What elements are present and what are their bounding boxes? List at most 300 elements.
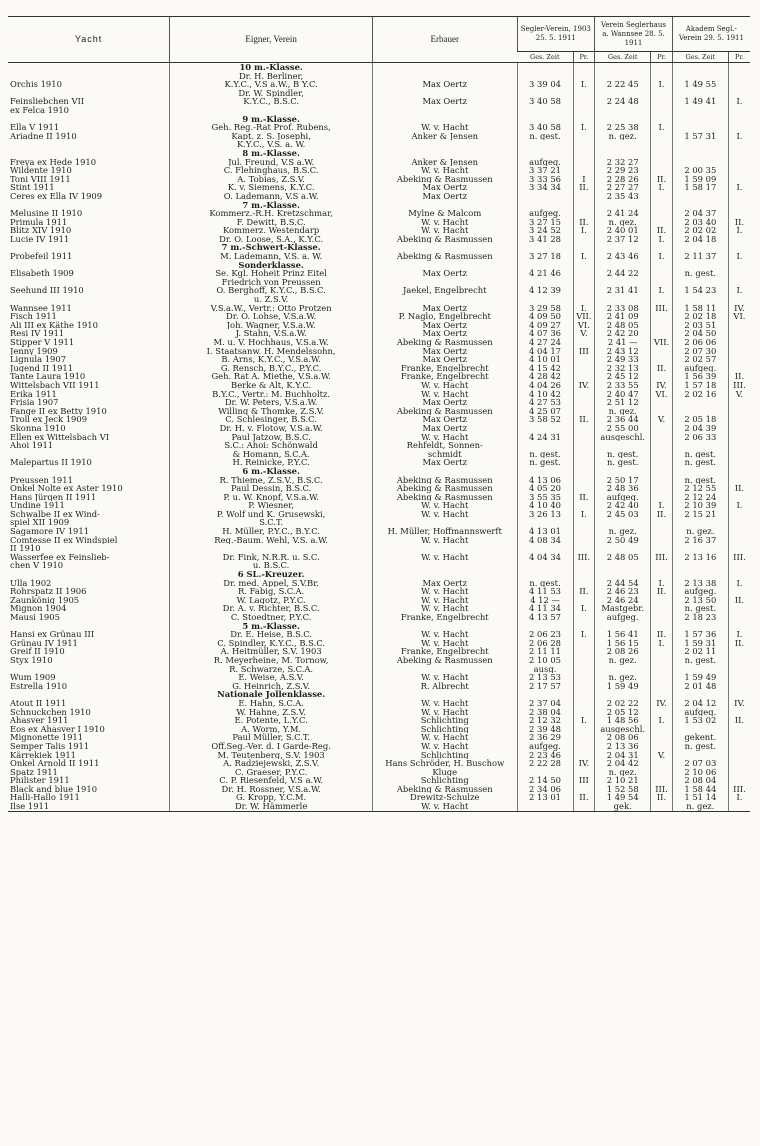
- owner-cell: u. B.S.C.: [170, 561, 373, 570]
- empty-cell: [672, 261, 728, 270]
- time-cell-club-3: aufgeg.: [672, 364, 728, 373]
- time-cell-club-1: aufgeg.: [517, 209, 573, 218]
- builder-cell: Max Oertz: [373, 80, 518, 89]
- yacht-name-cell: Orchis 1910: [10, 80, 62, 89]
- builder-cell: W. v. Hacht: [373, 733, 518, 742]
- prize-cell-club-3: [728, 604, 750, 613]
- time-cell-club-1: 4 25 07: [517, 407, 573, 416]
- prize-cell-club-3: [728, 166, 750, 175]
- time-cell-club-3: 1 57 36: [672, 630, 728, 639]
- prize-cell-club-1: [573, 458, 595, 467]
- prize-cell-club-1: [573, 501, 595, 510]
- empty-cell: [8, 690, 170, 699]
- owner-cell: A. Tobias, Z.S.V.: [170, 175, 373, 184]
- table-row: [8, 80, 750, 89]
- owner-cell: C. Graeser, P.Y.C.: [170, 768, 373, 777]
- time-cell-club-2: 2 36 44: [595, 415, 651, 424]
- owner-cell: A. Worm, Y.M.: [170, 725, 373, 734]
- prize-cell-club-1: I.: [573, 304, 595, 313]
- yacht-name-cell: [8, 450, 170, 459]
- prize-cell-club-2: [651, 441, 673, 450]
- empty-cell: [672, 115, 728, 124]
- builder-cell: W. v. Hacht: [373, 587, 518, 596]
- time-cell-club-3: gekent.: [672, 733, 728, 742]
- empty-cell: [517, 467, 573, 476]
- empty-cell: [573, 261, 595, 270]
- yacht-name-cell: Preussen 1911: [10, 475, 73, 485]
- prize-cell-club-3: [728, 140, 750, 149]
- time-cell-club-2: [595, 72, 651, 81]
- builder-cell: Franke, Engelbrecht: [373, 372, 518, 381]
- prize-cell-club-2: [651, 518, 673, 527]
- time-cell-club-3: 1 56 39: [672, 372, 728, 381]
- builder-cell: Max Oertz: [373, 579, 518, 588]
- prize-cell-club-3: [728, 321, 750, 330]
- table-row: [8, 329, 750, 338]
- table-row: [8, 587, 750, 596]
- prize-cell-club-1: [573, 338, 595, 347]
- table-row: [8, 286, 750, 295]
- prize-cell-club-3: III.: [728, 785, 750, 794]
- prize-cell-club-3: [728, 527, 750, 536]
- builder-cell: Anker & Jensen: [373, 132, 518, 141]
- builder-cell: Franke, Engelbrecht: [373, 613, 518, 622]
- empty-cell: [672, 149, 728, 158]
- empty-cell: [651, 201, 673, 210]
- owner-cell: M. Teutenberg, S.V. 1903: [170, 751, 373, 760]
- yacht-name-cell: Ceres ex Ella IV 1909: [10, 191, 103, 201]
- empty-cell: [8, 261, 170, 270]
- builder-cell: [373, 295, 518, 304]
- owner-cell: Kommerz. Westendarp: [170, 226, 373, 235]
- prize-cell-club-3: III.: [728, 381, 750, 390]
- prize-cell-club-3: [728, 72, 750, 81]
- prize-cell-club-2: [651, 527, 673, 536]
- builder-cell: W. v. Hacht: [373, 226, 518, 235]
- prize-cell-club-3: [728, 441, 750, 450]
- prize-cell-club-2: [651, 604, 673, 613]
- table-row: [8, 776, 750, 785]
- builder-cell: W. v. Hacht: [373, 639, 518, 648]
- prize-cell-club-1: I.: [573, 123, 595, 132]
- empty-cell: [728, 149, 750, 158]
- time-cell-club-1: [517, 768, 573, 777]
- prize-cell-club-1: [573, 802, 595, 811]
- empty-cell: [8, 201, 170, 210]
- yacht-name-cell: Sagamore IV 1911: [10, 527, 90, 536]
- owner-cell: G. Heinrich, Z.S.V.: [170, 682, 373, 691]
- time-cell-club-3: 2 04 37: [672, 209, 728, 218]
- time-cell-club-1: 3 40 58: [517, 97, 573, 106]
- time-cell-club-1: 4 21 46: [517, 269, 573, 278]
- time-cell-club-1: 3 40 58: [517, 123, 573, 132]
- builder-cell: Abeking & Rasmussen: [373, 235, 518, 244]
- prize-cell-club-1: I.: [573, 716, 595, 725]
- builder-cell: W. v. Hacht: [373, 699, 518, 708]
- yacht-name-cell: Wittelsbach VII 1911: [10, 380, 100, 390]
- time-cell-club-3: 2 16 37: [672, 536, 728, 545]
- owner-cell: K.Y.C., B.S.C.: [170, 97, 373, 106]
- time-cell-club-1: 4 07 36: [517, 329, 573, 338]
- prize-cell-club-3: [728, 673, 750, 682]
- builder-cell: Max Oertz: [373, 192, 518, 201]
- time-cell-club-3: aufgeg.: [672, 708, 728, 717]
- empty-cell: [651, 690, 673, 699]
- time-cell-club-2: [595, 140, 651, 149]
- prize-cell-club-1: [573, 398, 595, 407]
- owner-cell: O. Lademann, V.S a.W.: [170, 192, 373, 201]
- time-cell-club-1: 3 29 58: [517, 304, 573, 313]
- table-row: [8, 630, 750, 639]
- table-row: [8, 89, 750, 98]
- table-row: [8, 673, 750, 682]
- time-cell-club-2: 2 51 12: [595, 398, 651, 407]
- prize-cell-club-1: [573, 132, 595, 141]
- owner-cell: F. Dewitt, B.S.C.: [170, 218, 373, 227]
- time-cell-club-3: 2 06 33: [672, 433, 728, 442]
- yacht-name-cell: Lucie IV 1911: [10, 234, 70, 244]
- yacht-name-cell: Wasserfee ex Feinslieb-: [10, 552, 110, 562]
- owner-cell: Dr. H. v. Flotow, V.S.a.W.: [170, 424, 373, 433]
- time-cell-club-2: [595, 665, 651, 674]
- subheader-time-1: Ges. Zeit: [517, 52, 573, 63]
- builder-cell: W. v. Hacht: [373, 673, 518, 682]
- owner-cell: S.C.T.: [170, 518, 373, 527]
- owner-cell: Dr. med. Appel, S.V.Br.: [170, 579, 373, 588]
- time-cell-club-2: 2 22 45: [595, 80, 651, 89]
- time-cell-club-3: 1 57 18: [672, 381, 728, 390]
- prize-cell-club-2: III.: [651, 304, 673, 313]
- owner-cell: Paul Jatzow, B.S.C.: [170, 433, 373, 442]
- prize-cell-club-1: [573, 441, 595, 450]
- time-cell-club-3: [672, 561, 728, 570]
- owner-cell: W. Lagotz, P.Y.C.: [170, 596, 373, 605]
- prize-cell-club-1: II.: [573, 587, 595, 596]
- builder-cell: Abeking & Rasmussen: [373, 493, 518, 502]
- time-cell-club-1: 2 37 04: [517, 699, 573, 708]
- yacht-name-cell: Toni VIII 1911: [10, 174, 71, 184]
- prize-cell-club-3: IV.: [728, 699, 750, 708]
- prize-cell-club-3: [728, 106, 750, 115]
- prize-cell-club-1: [573, 97, 595, 106]
- prize-cell-club-1: [573, 725, 595, 734]
- empty-cell: [573, 149, 595, 158]
- time-cell-club-1: 2 06 23: [517, 630, 573, 639]
- yacht-name-cell: Ahoi 1911: [10, 441, 54, 450]
- time-cell-club-3: 2 07 03: [672, 759, 728, 768]
- subheader-prize-1: Pr.: [573, 52, 595, 63]
- prize-cell-club-2: I.: [651, 123, 673, 132]
- owner-cell: R. Fabig, S.C.A.: [170, 587, 373, 596]
- time-cell-club-1: 2 06 28: [517, 639, 573, 648]
- class-heading: 8 m.-Klasse.: [170, 149, 373, 158]
- table-row: [8, 433, 750, 442]
- owner-cell: R. Meyerheine, M. Tornow,: [170, 656, 373, 665]
- table-row: [8, 183, 750, 192]
- time-cell-club-1: 3 58 52: [517, 415, 573, 424]
- prize-cell-club-3: VI.: [728, 312, 750, 321]
- table-row: [8, 656, 750, 665]
- prize-cell-club-1: [573, 158, 595, 167]
- prize-cell-club-3: [728, 510, 750, 519]
- empty-cell: [373, 467, 518, 476]
- time-cell-club-2: n. gest.: [595, 450, 651, 459]
- prize-cell-club-3: I.: [728, 579, 750, 588]
- prize-cell-club-1: VI.: [573, 321, 595, 330]
- time-cell-club-3: n. gez.: [672, 527, 728, 536]
- prize-cell-club-1: [573, 613, 595, 622]
- empty-cell: [373, 622, 518, 631]
- empty-cell: [672, 622, 728, 631]
- time-cell-club-1: n. gest.: [517, 458, 573, 467]
- yacht-name-cell: Estrella 1910: [10, 681, 68, 691]
- time-cell-club-1: 4 11 34: [517, 604, 573, 613]
- yacht-name-cell: Jenny 1909: [10, 346, 58, 356]
- time-cell-club-2: 2 25 38: [595, 123, 651, 132]
- empty-cell: [373, 570, 518, 579]
- column-header-club-3: Akadem Segl.-Verein 29. 5. 1911: [672, 17, 750, 52]
- time-cell-club-1: 4 04 34: [517, 553, 573, 562]
- empty-cell: [373, 261, 518, 270]
- class-heading: Sonderklasse.: [170, 261, 373, 270]
- prize-cell-club-3: II.: [728, 639, 750, 648]
- yacht-name-cell: [8, 140, 170, 149]
- prize-cell-club-3: [728, 338, 750, 347]
- table-row: [8, 699, 750, 708]
- yacht-name-cell: chen V 1910: [10, 561, 64, 571]
- table-row: [8, 450, 750, 459]
- prize-cell-club-2: [651, 484, 673, 493]
- prize-cell-club-1: [573, 561, 595, 570]
- prize-cell-club-2: [651, 613, 673, 622]
- prize-cell-club-2: [651, 656, 673, 665]
- time-cell-club-3: 1 58 44: [672, 785, 728, 794]
- empty-cell: [728, 201, 750, 210]
- builder-cell: W. v. Hacht: [373, 390, 518, 399]
- time-cell-club-1: [517, 544, 573, 553]
- prize-cell-club-3: [728, 433, 750, 442]
- prize-cell-club-2: [651, 458, 673, 467]
- time-cell-club-3: 2 03 51: [672, 321, 728, 330]
- table-row: [8, 716, 750, 725]
- builder-cell: Abeking & Rasmussen: [373, 785, 518, 794]
- empty-cell: [728, 63, 750, 72]
- prize-cell-club-3: [728, 733, 750, 742]
- time-cell-club-3: 2 18 23: [672, 613, 728, 622]
- class-heading-row: [8, 63, 750, 72]
- owner-cell: [170, 544, 373, 553]
- builder-cell: [373, 89, 518, 98]
- prize-cell-club-1: [573, 140, 595, 149]
- time-cell-club-3: 2 12 55: [672, 484, 728, 493]
- empty-cell: [651, 243, 673, 252]
- prize-cell-club-1: III: [573, 776, 595, 785]
- time-cell-club-2: 1 56 41: [595, 630, 651, 639]
- owner-cell: B. Arns, K.Y.C., V.S.a.W.: [170, 355, 373, 364]
- time-cell-club-1: 4 09 27: [517, 321, 573, 330]
- owner-cell: P. u. W. Knopf, V.S.a.W.: [170, 493, 373, 502]
- prize-cell-club-3: [728, 708, 750, 717]
- prize-cell-club-2: [651, 140, 673, 149]
- empty-cell: [8, 467, 170, 476]
- time-cell-club-2: 1 56 15: [595, 639, 651, 648]
- time-cell-club-1: 2 22 28: [517, 759, 573, 768]
- prize-cell-club-3: [728, 269, 750, 278]
- prize-cell-club-3: [728, 209, 750, 218]
- yacht-name-cell: Seehund III 1910: [10, 286, 84, 296]
- prize-cell-club-1: [573, 733, 595, 742]
- table-row: [8, 561, 750, 570]
- time-cell-club-2: 2 08 26: [595, 647, 651, 656]
- time-cell-club-3: 2 00 35: [672, 166, 728, 175]
- prize-cell-club-3: [728, 123, 750, 132]
- empty-cell: [373, 115, 518, 124]
- builder-cell: Hans Schröder, H. Buschow: [373, 759, 518, 768]
- prize-cell-club-3: II.: [728, 596, 750, 605]
- owner-cell: Dr. A. v. Richter, B.S.C.: [170, 604, 373, 613]
- time-cell-club-1: 4 27 24: [517, 338, 573, 347]
- yacht-name-cell: II 1910: [10, 544, 41, 553]
- prize-cell-club-1: [573, 708, 595, 717]
- prize-cell-club-2: [651, 776, 673, 785]
- prize-cell-club-3: [728, 89, 750, 98]
- builder-cell: W. v. Hacht: [373, 553, 518, 562]
- owner-cell: Willing & Thomke, Z.S.V.: [170, 407, 373, 416]
- time-cell-club-2: 2 49 33: [595, 355, 651, 364]
- table-row: [8, 252, 750, 261]
- time-cell-club-2: n. gez.: [595, 218, 651, 227]
- prize-cell-club-3: [728, 656, 750, 665]
- empty-cell: [728, 243, 750, 252]
- class-heading: 6 m.-Klasse.: [170, 467, 373, 476]
- time-cell-club-3: [672, 407, 728, 416]
- owner-cell: Dr. Fink, N.R.R. u. S.C.: [170, 553, 373, 562]
- time-cell-club-1: 3 27 15: [517, 218, 573, 227]
- time-cell-club-3: 2 10 39: [672, 501, 728, 510]
- empty-cell: [651, 149, 673, 158]
- time-cell-club-3: 2 08 04: [672, 776, 728, 785]
- time-cell-club-2: 2 35 43: [595, 192, 651, 201]
- yacht-name-cell: Ariadne II 1910: [10, 131, 77, 141]
- builder-cell: Max Oertz: [373, 304, 518, 313]
- time-cell-club-3: [672, 106, 728, 115]
- table-row: [8, 484, 750, 493]
- prize-cell-club-3: [728, 725, 750, 734]
- time-cell-club-3: [672, 544, 728, 553]
- yacht-name-cell: Fisch 1911: [10, 312, 57, 321]
- builder-cell: Max Oertz: [373, 458, 518, 467]
- class-heading-row: [8, 243, 750, 252]
- prize-cell-club-2: II.: [651, 226, 673, 235]
- class-heading-row: [8, 115, 750, 124]
- yacht-name-cell: Jugend II 1911: [10, 363, 74, 373]
- table-row: [8, 785, 750, 794]
- table-row: [8, 269, 750, 278]
- time-cell-club-3: [672, 72, 728, 81]
- time-cell-club-2: 2 42 40: [595, 501, 651, 510]
- builder-cell: P. Naglo, Engelbrecht: [373, 312, 518, 321]
- empty-cell: [595, 570, 651, 579]
- prize-cell-club-3: [728, 235, 750, 244]
- yacht-name-cell: Hansi ex Grünau III: [10, 630, 95, 639]
- time-cell-club-1: 3 41 28: [517, 235, 573, 244]
- time-cell-club-1: [517, 192, 573, 201]
- builder-cell: W. v. Hacht: [373, 802, 518, 811]
- prize-cell-club-2: [651, 759, 673, 768]
- prize-cell-club-1: II.: [573, 218, 595, 227]
- time-cell-club-3: 2 12 24: [672, 493, 728, 502]
- time-cell-club-1: [517, 106, 573, 115]
- builder-cell: W. v. Hacht: [373, 501, 518, 510]
- empty-cell: [517, 243, 573, 252]
- prize-cell-club-1: [573, 579, 595, 588]
- time-cell-club-1: 4 10 40: [517, 501, 573, 510]
- yacht-name-cell: Onkel Nolte ex Aster 1910: [10, 484, 123, 493]
- prize-cell-club-3: [728, 536, 750, 545]
- table-row: [8, 166, 750, 175]
- prize-cell-club-2: [651, 725, 673, 734]
- empty-cell: [595, 467, 651, 476]
- prize-cell-club-2: [651, 433, 673, 442]
- time-cell-club-2: 2 33 08: [595, 304, 651, 313]
- empty-cell: [573, 201, 595, 210]
- yacht-name-cell: Atout II 1911: [10, 698, 67, 708]
- prize-cell-club-3: [728, 544, 750, 553]
- prize-cell-club-1: [573, 682, 595, 691]
- owner-cell: H. Reinicke, P.Y.C.: [170, 458, 373, 467]
- prize-cell-club-3: [728, 278, 750, 287]
- class-heading-row: [8, 261, 750, 270]
- empty-cell: [595, 243, 651, 252]
- prize-cell-club-2: II.: [651, 630, 673, 639]
- empty-cell: [728, 570, 750, 579]
- prize-cell-club-1: VII.: [573, 312, 595, 321]
- owner-cell: Geh. Reg.-Rat Prof. Rubens,: [170, 123, 373, 132]
- empty-cell: [373, 201, 518, 210]
- yacht-name-cell: Rohrspatz II 1906: [10, 587, 87, 596]
- time-cell-club-2: 2 50 17: [595, 476, 651, 485]
- prize-cell-club-1: [573, 424, 595, 433]
- prize-cell-club-1: [573, 106, 595, 115]
- time-cell-club-3: 2 02 18: [672, 312, 728, 321]
- builder-cell: Max Oertz: [373, 424, 518, 433]
- owner-cell: Geh. Rat A. Miethe, V.S.a.W.: [170, 372, 373, 381]
- builder-cell: Jaekel, Engelbrecht: [373, 286, 518, 295]
- owner-cell: R. Thieme, Z.S.V., B.S.C.: [170, 476, 373, 485]
- time-cell-club-3: 2 02 11: [672, 647, 728, 656]
- prize-cell-club-1: I.: [573, 226, 595, 235]
- time-cell-club-1: 4 12 —: [517, 596, 573, 605]
- time-cell-club-2: 2 48 36: [595, 484, 651, 493]
- prize-cell-club-2: III.: [651, 553, 673, 562]
- owner-cell: Reg.-Baum. Wehl, V.S. a.W.: [170, 536, 373, 545]
- regatta-results-table: [8, 16, 750, 811]
- time-cell-club-3: 1 51 14: [672, 793, 728, 802]
- table-row: [8, 802, 750, 811]
- time-cell-club-3: 2 10 06: [672, 768, 728, 777]
- prize-cell-club-1: [573, 673, 595, 682]
- empty-cell: [8, 243, 170, 252]
- yacht-name-cell: Tante Laura 1910: [10, 372, 86, 381]
- builder-cell: Abeking & Rasmussen: [373, 338, 518, 347]
- prize-cell-club-3: [728, 759, 750, 768]
- empty-cell: [517, 622, 573, 631]
- prize-cell-club-3: III.: [728, 553, 750, 562]
- yacht-name-cell: Skonna 1910: [10, 423, 66, 433]
- empty-cell: [517, 201, 573, 210]
- yacht-name-cell: Wannsee 1911: [10, 303, 72, 313]
- yacht-name-cell: Probefeil 1911: [10, 252, 73, 261]
